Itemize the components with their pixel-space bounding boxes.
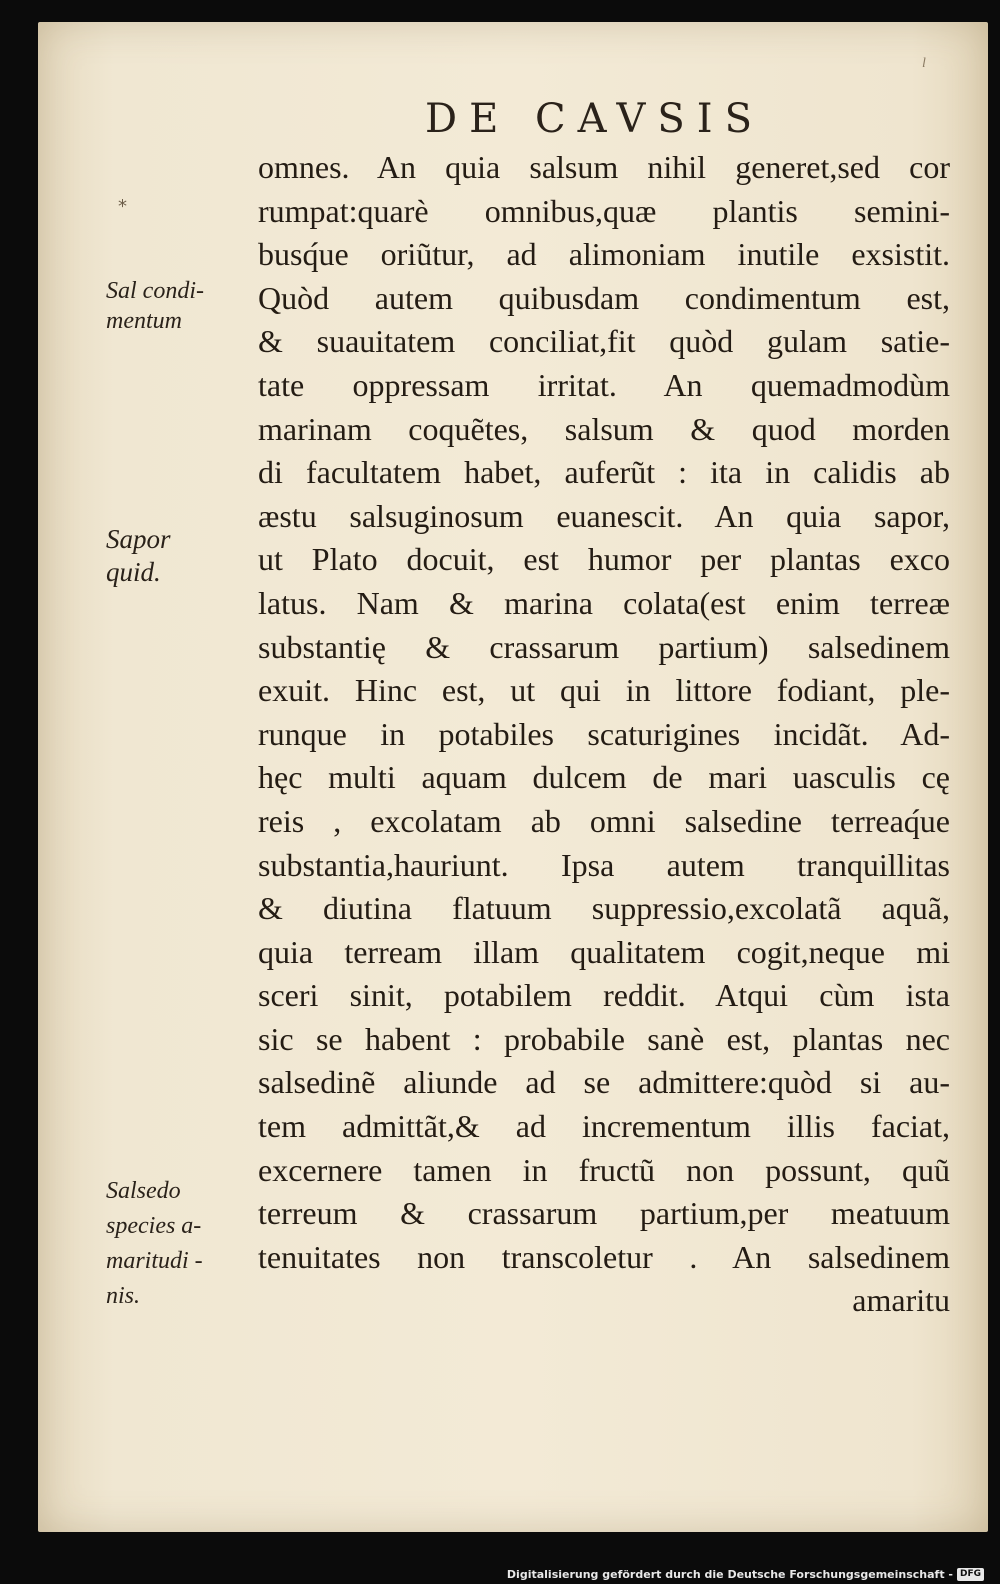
dfg-logo: DFG: [957, 1568, 984, 1581]
marginal-note-salsedo: [106, 1174, 256, 1314]
marginal-note-line: quid.: [106, 557, 161, 587]
text-line: tate oppressam irritat. An quemadmodùm: [258, 366, 950, 403]
digitization-credit: [507, 1568, 984, 1582]
marginal-note-line: maritudi -: [106, 1248, 203, 1274]
text-line: runque in potabiles scaturigines incidãt. Ad-: [258, 715, 950, 752]
text-line: & suauitatem conciliat,fit quòd gulam satie-: [258, 323, 950, 360]
marginal-note-line: mentum: [106, 308, 182, 334]
text-line: substantię & crassarum partium) salsedinem: [258, 628, 950, 665]
text-line: substantia,hauriunt. Ipsa autem tranquillitas: [258, 846, 950, 883]
running-head: DE CAVSIS: [425, 96, 764, 142]
marginal-note-sal-condimentum: [106, 276, 256, 336]
text-line: æstu salsuginosum euanescit. An quia sapor,: [258, 497, 950, 534]
marginal-note-line: Salsedo: [106, 1178, 181, 1204]
text-line: & diutina flatuum suppressio,excolatã aquã,: [258, 890, 950, 927]
asterisk-mark: *: [118, 196, 127, 217]
text-line: latus. Nam & marina colata(est enim terreæ: [258, 584, 950, 621]
text-line: busq́ue oriũtur, ad alimoniam inutile exsistit.: [258, 236, 950, 273]
text-line: reis , excolatam ab omni salsedine terreaq́ue: [258, 802, 950, 839]
text-line: exuit. Hinc est, ut qui in littore fodiant, ple-: [258, 672, 950, 709]
marginal-note-line: species a-: [106, 1213, 202, 1239]
marginal-note-line: Sal condi-: [106, 278, 204, 304]
text-line: tenuitates non transcoletur . An salsedinem: [258, 1238, 950, 1275]
text-line: sceri sinit, potabilem reddit. Atqui cùm ista: [258, 977, 950, 1014]
text-line: marinam coquẽtes, salsum & quod morden: [258, 410, 950, 447]
text-line: rumpat:quarè omnibus,quæ plantis semini-: [258, 192, 950, 229]
folio-mark: l: [922, 56, 926, 71]
text-line: terreum & crassarum partium,per meatuum: [258, 1195, 950, 1232]
catchword: amaritu: [852, 1282, 950, 1319]
marginal-note-line: nis.: [106, 1283, 141, 1309]
text-line: ut Plato docuit, est humor per plantas exco: [258, 541, 950, 578]
body-text: [258, 146, 950, 1323]
marginal-note-sapor-quid: [106, 523, 256, 589]
text-line: quia terream illam qualitatem cogit,neque mi: [258, 933, 950, 970]
marginal-note-line: Sapor: [106, 524, 171, 554]
text-line: sic se habent : probabile sanè est, plantas nec: [258, 1020, 950, 1057]
text-line: tem admittãt,& ad incrementum illis faciat,: [258, 1108, 950, 1145]
text-line: excernere tamen in fructũ non possunt, quũ: [258, 1151, 950, 1188]
digitization-credit-text: Digitalisierung gefördert durch die Deutsche Forschungsgemeinschaft -: [506, 1567, 953, 1581]
text-line: omnes. An quia salsum nihil generet,sed cor: [258, 149, 950, 185]
text-line: salsedinẽ aliunde ad se admittere:quòd si au-: [258, 1064, 950, 1101]
text-line: di facultatem habet, auferũt : ita in calidis ab: [258, 454, 950, 491]
text-line: hęc multi aquam dulcem de mari uasculis cę: [258, 759, 950, 796]
text-line: Quòd autem quibusdam condimentum est,: [258, 279, 950, 316]
